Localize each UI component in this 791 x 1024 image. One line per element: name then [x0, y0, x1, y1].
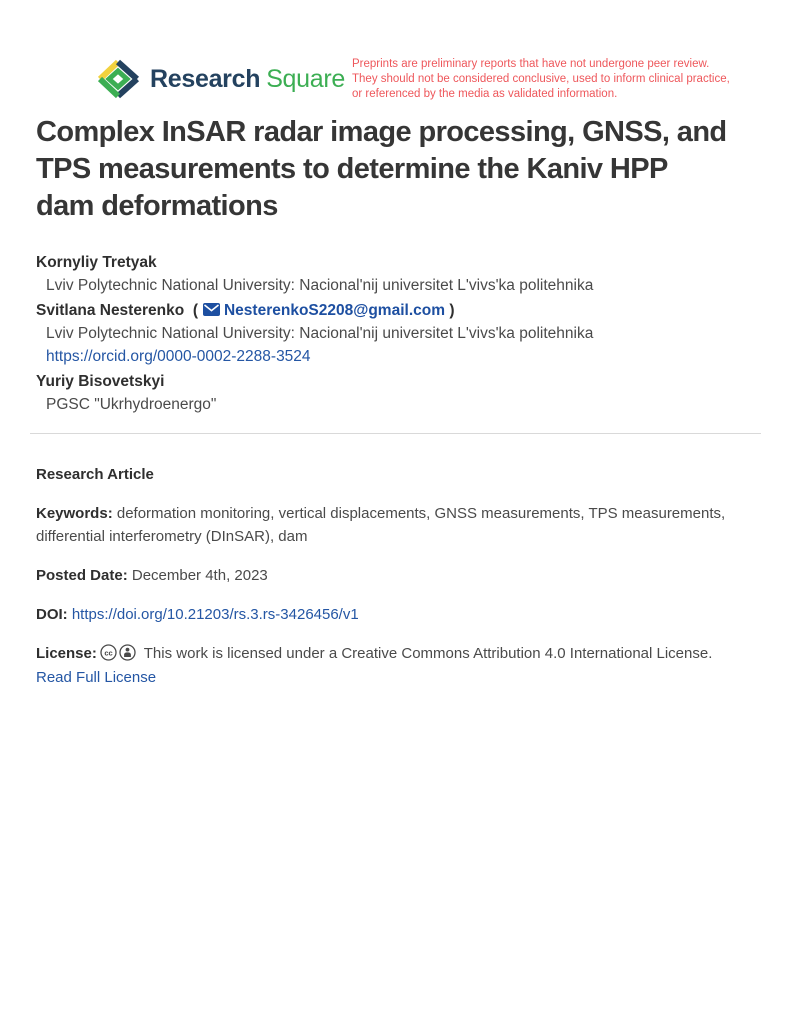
license-icons: [100, 645, 138, 662]
disclaimer-line-1: Preprints are preliminary reports that have not undergone peer review.: [352, 58, 710, 70]
author-name: Svitlana Nesterenko: [36, 302, 185, 319]
preprint-disclaimer: [352, 57, 730, 102]
paper-title: [36, 114, 761, 225]
cc-icon: [100, 644, 117, 661]
keywords-block: [36, 502, 761, 548]
author-affiliation: Lviv Polytechnic National University: Nacional'nij universitet L'vivs'ka politehnika: [46, 325, 594, 342]
logo-word-square: Square: [266, 64, 346, 93]
research-square-logo-icon: [96, 58, 140, 100]
author-list: [36, 251, 761, 416]
article-meta: [36, 463, 761, 689]
orcid-row: [36, 345, 761, 368]
doi-link[interactable]: https://doi.org/10.21203/rs.3.rs-3426456/v1: [71, 606, 359, 623]
author-affiliation: PGSC "Ukrhydroenergo": [46, 396, 217, 413]
license-label: License:: [36, 645, 97, 662]
read-full-license-link[interactable]: Read Full License: [36, 669, 157, 686]
license-text: This work is licensed under a Creative Commons Attribution 4.0 International License.: [143, 645, 713, 662]
posted-date-value: December 4th, 2023: [131, 567, 268, 584]
posted-date-block: [36, 564, 761, 587]
posted-date-label: Posted Date:: [36, 567, 128, 584]
logo-word-research: Research: [150, 64, 261, 93]
author-email-group: [189, 302, 455, 319]
paren-open: (: [192, 302, 198, 319]
section-divider: [30, 433, 761, 434]
disclaimer-line-2: They should not be considered conclusive, used to inform clinical practice,: [352, 73, 730, 85]
article-type: Research Article: [36, 466, 154, 483]
disclaimer-line-3: or referenced by the media as validated information.: [352, 88, 618, 100]
author-name: Kornyliy Tretyak: [36, 254, 157, 271]
title-line-2: TPS measurements to determine the Kaniv HPP: [36, 153, 668, 185]
title-line-1: Complex InSAR radar image processing, GNSS, and: [36, 116, 727, 148]
svg-text:cc: cc: [104, 648, 113, 658]
page-content: [0, 114, 791, 689]
author-name-row: [36, 299, 761, 322]
author-entry: [36, 251, 761, 297]
logo-wordmark: [150, 65, 345, 94]
author-affiliation: Lviv Polytechnic National University: Nacional'nij universitet L'vivs'ka politehnika: [46, 277, 594, 294]
doi-label: DOI:: [36, 606, 68, 623]
author-name: Yuriy Bisovetskyi: [36, 373, 165, 390]
envelope-icon: [203, 303, 220, 316]
author-email-link[interactable]: NesterenkoS2208@gmail.com: [223, 302, 446, 319]
keywords-label: Keywords:: [36, 505, 113, 522]
page-header: [0, 0, 791, 112]
author-entry: [36, 370, 761, 416]
doi-block: [36, 603, 761, 626]
orcid-link[interactable]: https://orcid.org/0000-0002-2288-3524: [46, 348, 311, 365]
research-square-logo: [96, 58, 345, 100]
license-block: [36, 642, 761, 689]
author-entry: [36, 299, 761, 368]
paren-close: ): [449, 302, 455, 319]
title-line-3: dam deformations: [36, 190, 278, 222]
attribution-icon: [119, 644, 136, 661]
keywords-text: deformation monitoring, vertical displacements, GNSS measurements, TPS measurements, differential interferometry (DInSAR), dam: [36, 505, 726, 545]
